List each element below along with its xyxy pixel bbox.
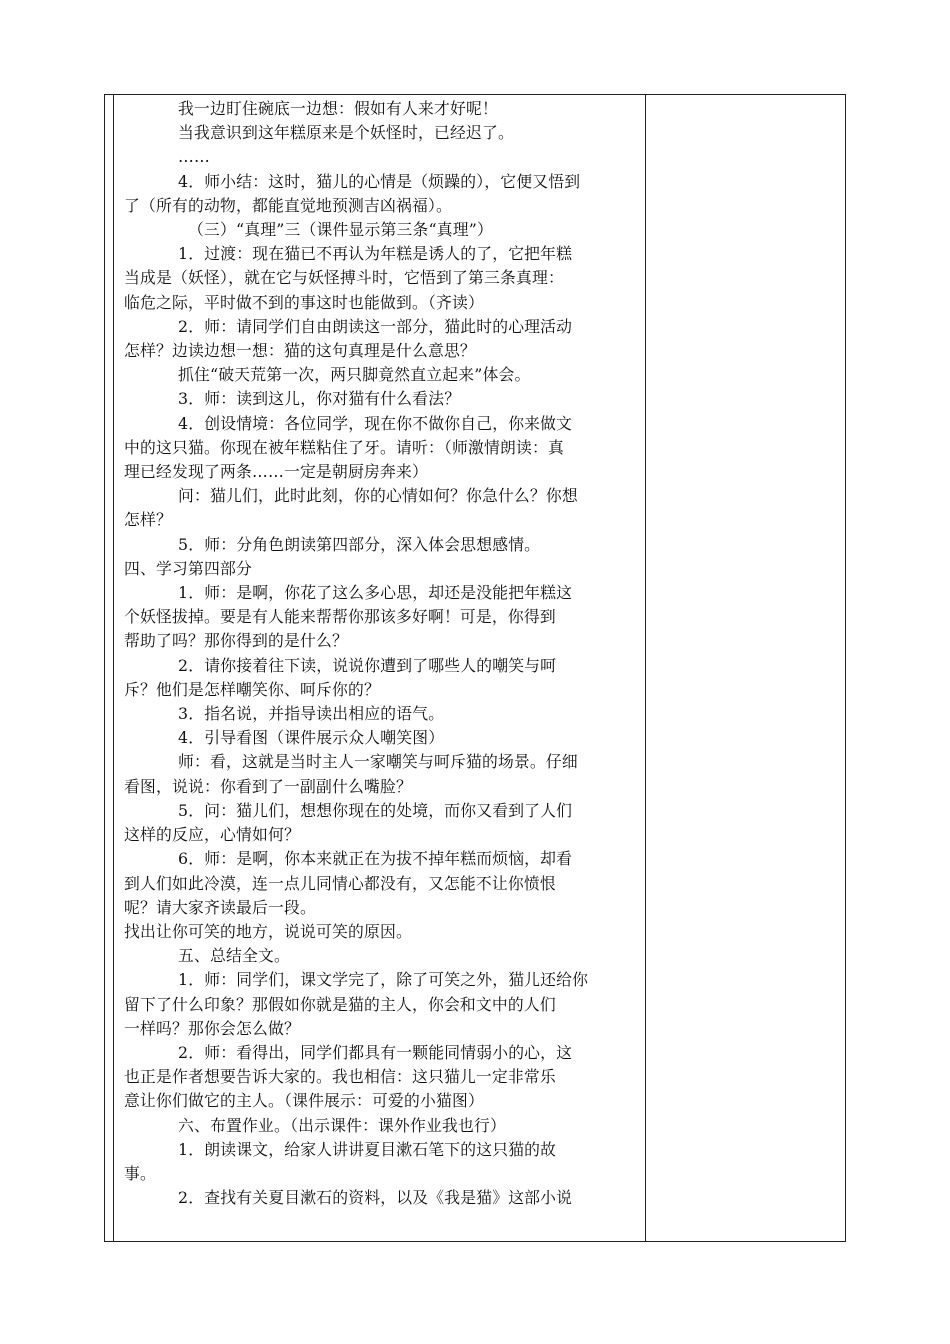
text-line: 四、学习第四部分 bbox=[124, 558, 252, 578]
text-line: 了（所有的动物，都能直觉地预测吉凶祸福）。 bbox=[124, 195, 453, 215]
text-line: 理已经发现了两条……一定是朝厨房奔来） bbox=[124, 462, 428, 482]
text-line: 意让你们做它的主人。（课件展示：可爱的小猫图） bbox=[124, 1091, 485, 1111]
text-line: 当成是（妖怪），就在它与妖怪搏斗时，它悟到了第三条真理： bbox=[124, 268, 565, 288]
text-line: 3．指名说，并指导读出相应的语气。 bbox=[178, 704, 445, 724]
text-line: 1．朗读课文，给家人讲讲夏目漱石笔下的这只猫的故 bbox=[178, 1139, 557, 1159]
text-line: 帮助了吗？那你得到的是什么？ bbox=[124, 631, 348, 651]
text-line: 一样吗？那你会怎么做？ bbox=[124, 1018, 300, 1038]
text-line: 2．师：请同学们自由朗读这一部分，猫此时的心理活动 bbox=[178, 316, 573, 336]
text-line: 当我意识到这年糕原来是个妖怪时，已经迟了。 bbox=[178, 123, 514, 143]
text-line: 这样的反应，心情如何？ bbox=[124, 825, 300, 845]
text-line: 1．师：是啊，你花了这么多心思，却还是没能把年糕这 bbox=[178, 583, 573, 603]
text-line: 4．创设情境：各位同学，现在你不做你自己，你来做文 bbox=[178, 413, 573, 433]
text-line: 2．查找有关夏目漱石的资料，以及《我是猫》这部小说 bbox=[178, 1188, 573, 1208]
text-line: 斥？他们是怎样嘲笑你、呵斥你的？ bbox=[124, 679, 380, 699]
text-line: 5．师：分角色朗读第四部分，深入体会思想感情。 bbox=[178, 534, 541, 554]
text-line: 4．引导看图（课件展示众人嘲笑图） bbox=[178, 728, 445, 748]
text-line: 2．请你接着往下读，说说你遭到了哪些人的嘲笑与呵 bbox=[178, 655, 557, 675]
text-line: 4．师小结：这时，猫儿的心情是（烦躁的），它便又悟到 bbox=[178, 171, 581, 191]
table-column-divider bbox=[645, 94, 646, 1242]
text-line: 怎样？ bbox=[124, 510, 172, 530]
table-inner-border bbox=[113, 94, 114, 1242]
text-line: 抓住“破天荒第一次，两只脚竟然直立起来”体会。 bbox=[178, 365, 531, 385]
text-line: 五、总结全文。 bbox=[178, 946, 290, 966]
text-line: 中的这只猫。你现在被年糕粘住了牙。请听：（师激情朗读：真 bbox=[124, 437, 565, 457]
text-line: 看图，说说：你看到了一副副什么嘴脸？ bbox=[124, 776, 412, 796]
text-line: 问：猫儿们，此时此刻，你的心情如何？你急什么？你想 bbox=[178, 486, 578, 506]
text-line: 到人们如此冷漠，连一点儿同情心都没有，又怎能不让你愤恨 bbox=[124, 873, 556, 893]
text-line: 师：看，这就是当时主人一家嘲笑与呵斥猫的场景。仔细 bbox=[178, 752, 578, 772]
lesson-text-column bbox=[124, 97, 640, 1210]
text-line: 5．问：猫儿们，想想你现在的处境，而你又看到了人们 bbox=[178, 800, 573, 820]
text-line: 1．师：同学们，课文学完了，除了可笑之外，猫儿还给你 bbox=[178, 970, 589, 990]
text-line: 6．师：是啊，你本来就正在为拔不掉年糕而烦恼，却看 bbox=[178, 849, 573, 869]
text-line: 临危之际，平时做不到的事这时也能做到。（齐读） bbox=[124, 292, 485, 312]
text-line: 1．过渡：现在猫已不再认为年糕是诱人的了，它把年糕 bbox=[178, 244, 573, 264]
text-line: 2．师：看得出，同学们都具有一颗能同情弱小的心，这 bbox=[178, 1042, 573, 1062]
text-line: 也正是作者想要告诉大家的。我也相信：这只猫儿一定非常乐 bbox=[124, 1067, 556, 1087]
text-line: （三）“真理”三（课件显示第三条“真理”） bbox=[188, 220, 494, 240]
text-line: 3．师：读到这儿，你对猫有什么看法？ bbox=[178, 389, 461, 409]
text-line: 留下了什么印象？那假如你就是猫的主人，你会和文中的人们 bbox=[124, 994, 556, 1014]
text-line: 怎样？边读边想一想：猫的这句真理是什么意思？ bbox=[124, 341, 476, 361]
text-line: 呢？请大家齐读最后一段。 bbox=[124, 897, 316, 917]
text-line: 找出让你可笑的地方，说说可笑的原因。 bbox=[124, 921, 412, 941]
text-line: 六、布置作业。（出示课件：课外作业我也行） bbox=[178, 1115, 507, 1135]
text-line: 个妖怪拔掉。要是有人能来帮帮你那该多好啊！可是，你得到 bbox=[124, 607, 556, 627]
text-line: 事。 bbox=[124, 1163, 156, 1183]
text-line: 我一边盯住碗底一边想：假如有人来才好呢！ bbox=[178, 99, 498, 118]
text-line: …… bbox=[178, 147, 210, 167]
